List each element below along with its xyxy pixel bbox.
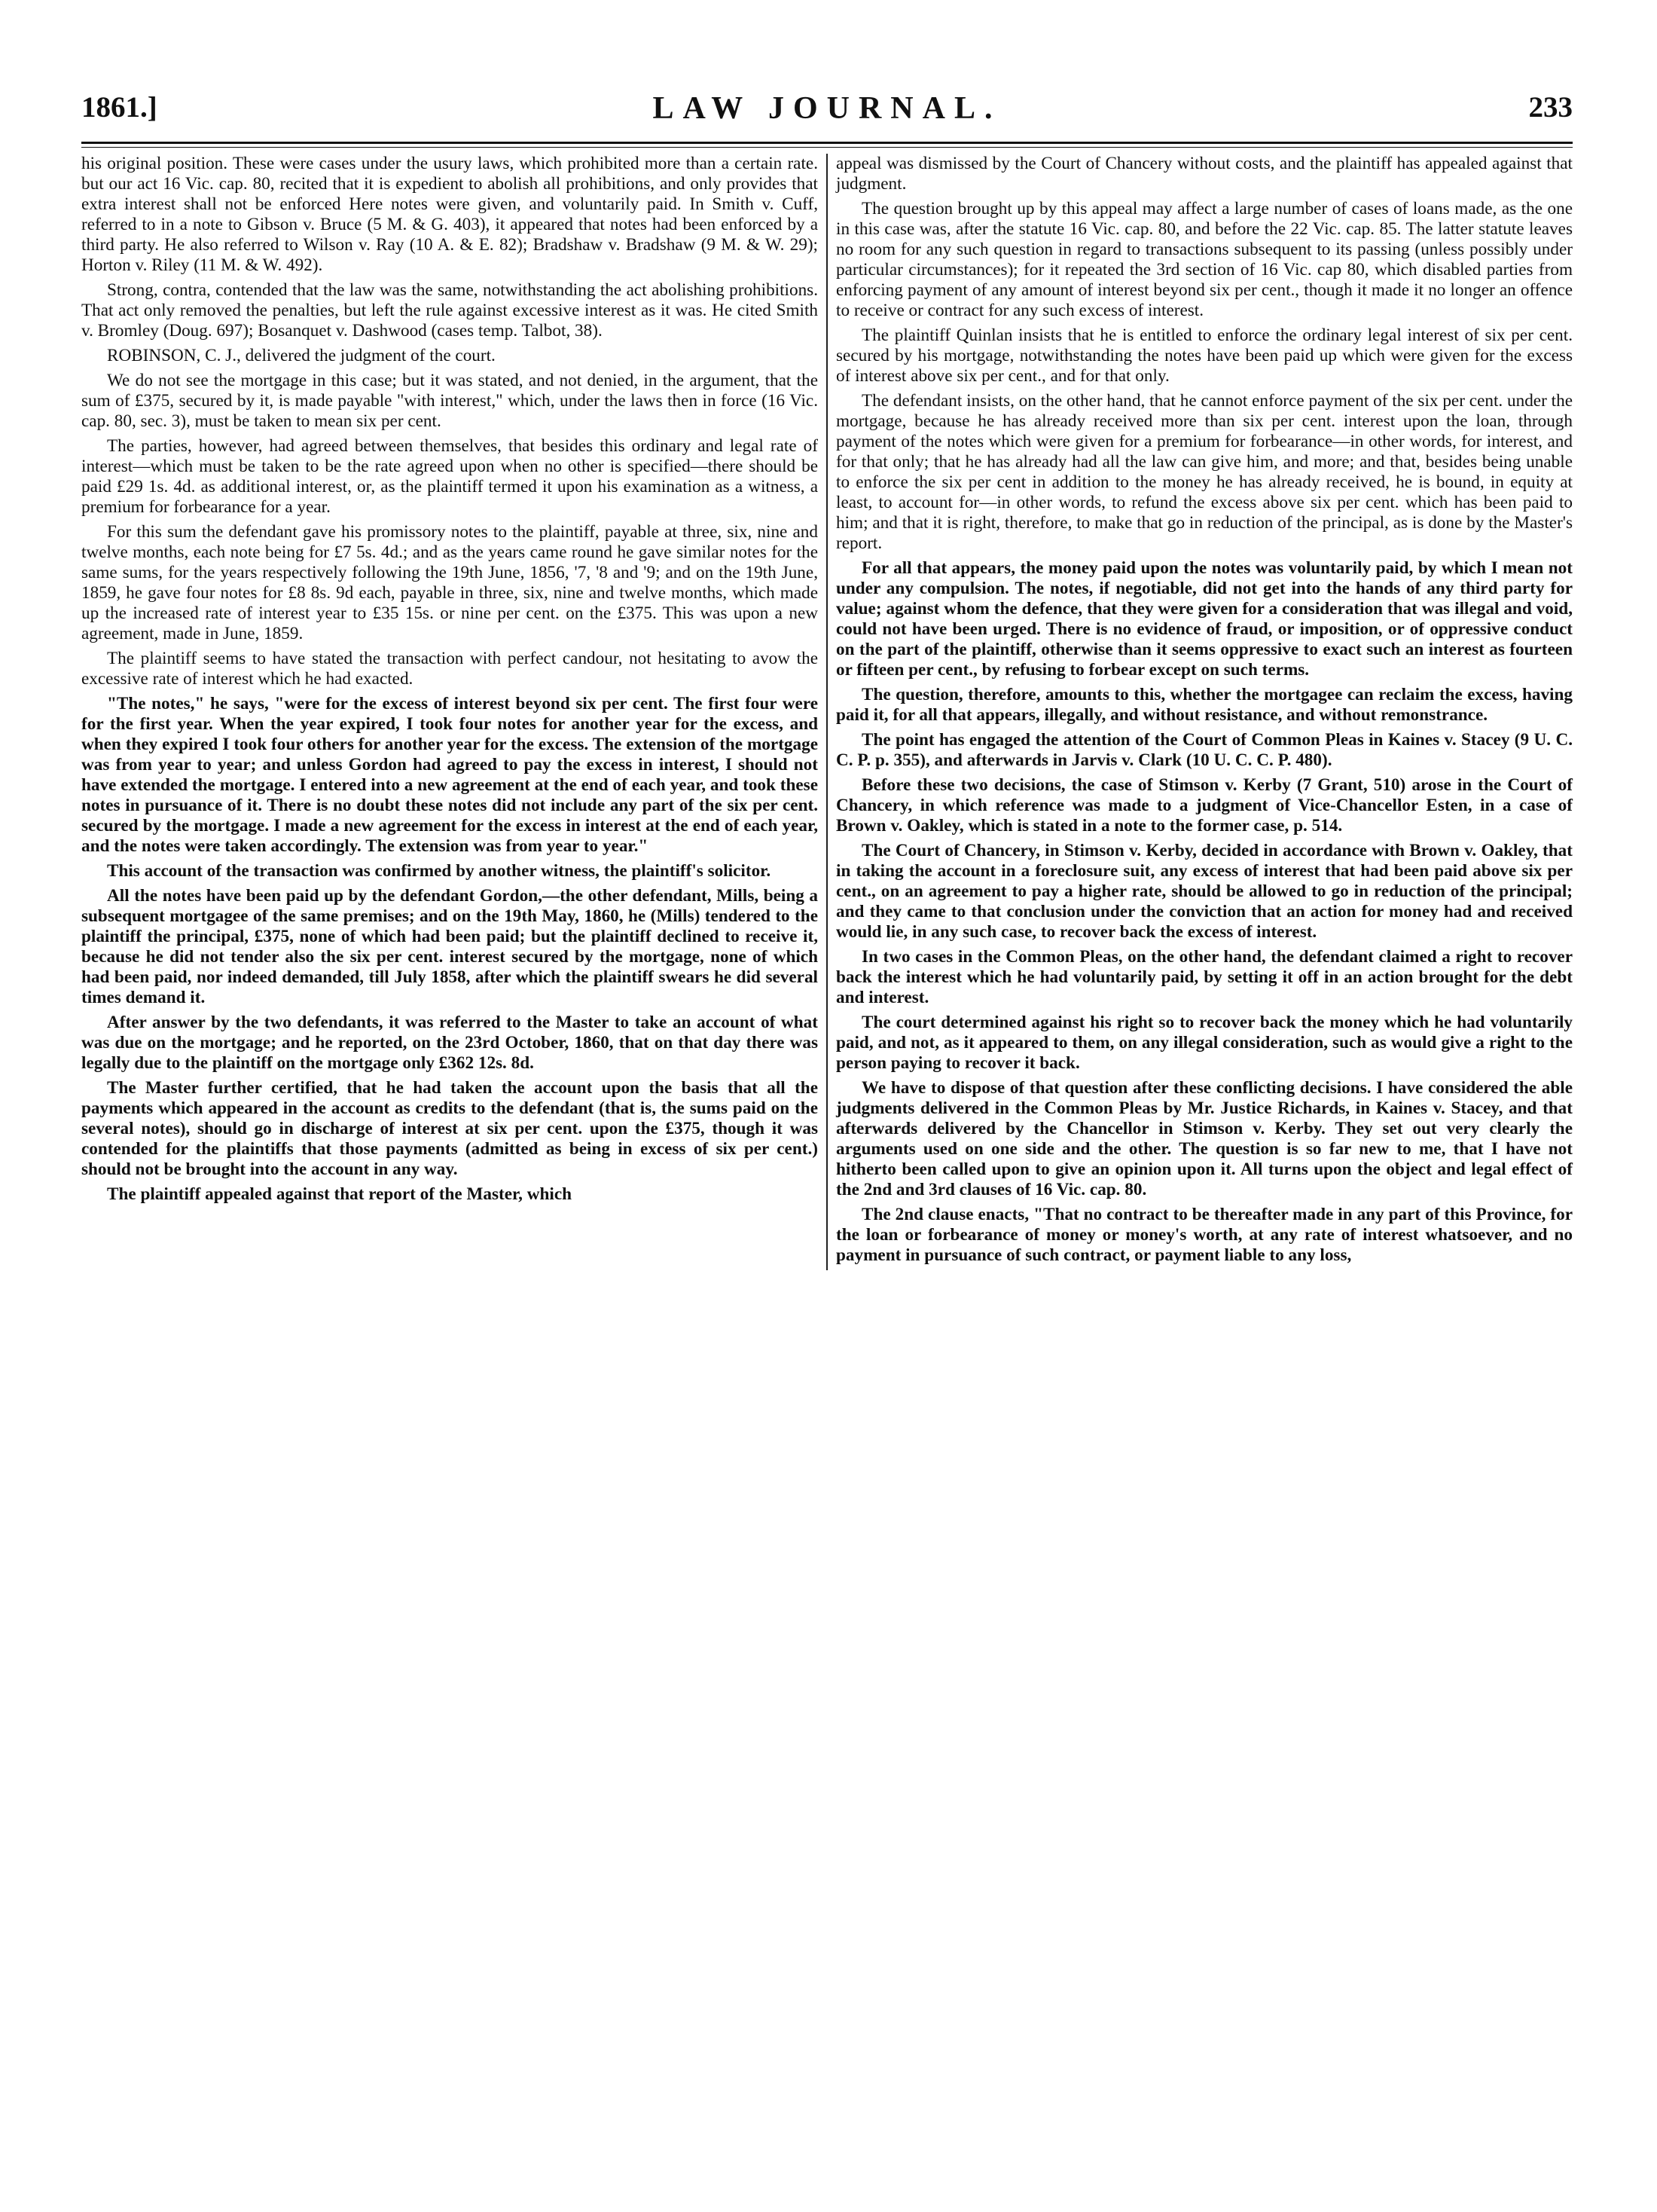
paragraph: The plaintiff seems to have stated the transaction with perfect candour, not hesitating to avow the excessive rate of interest which he had exacted. bbox=[81, 649, 818, 689]
paragraph: In two cases in the Common Pleas, on the other hand, the defendant claimed a right to recover back the interest which he had voluntarily paid, by setting it off in an action brought for the debt and interest. bbox=[836, 947, 1573, 1007]
paragraph: "The notes," he says, "were for the excess of interest beyond six per cent. The first four were for the first year. When the year expired, I took four notes for another year for the excess, and when they expired I took four others for another year for the excess. The extension of the mortgage was from year to year; and unless Gordon had agreed to pay the excess in interest, I should not have extended the mortgage. I entered into a new agreement at the end of each year, and took these notes in pursuance of it. There is no doubt these notes did not include any part of the six per cent. secured by the mortgage. I made a new agreement for the excess in interest at the end of each year, and the notes were taken accordingly. The extension was from year to year." bbox=[81, 694, 818, 856]
paragraph: ROBINSON, C. J., delivered the judgment of the court. bbox=[107, 346, 496, 365]
paragraph: Strong, contra, contended that the law was the same, notwithstanding the act abolishing prohibitions. That act only removed the penalties, but left the rule against excessive interest as it was. He cited Smith v. Bromley (Doug. 697); Bosanquet v. Dashwood (cases temp. Talbot, 38). bbox=[81, 280, 818, 341]
right-column bbox=[836, 154, 1573, 1270]
paragraph: This account of the transaction was confirmed by another witness, the plaintiff's solicitor. bbox=[107, 861, 771, 881]
paragraph: We do not see the mortgage in this case; but it was stated, and not denied, in the argument, that the sum of £375, secured by it, is made payable "with interest," which, under the laws then in force (16 Vic. cap. 80, sec. 3), must be taken to mean six per cent. bbox=[81, 371, 818, 431]
two-column-body bbox=[81, 154, 1573, 1270]
left-column bbox=[81, 154, 818, 1270]
paragraph: his original position. These were cases under the usury laws, which prohibited more than a certain rate. but our act 16 Vic. cap. 80, recited that it is expedient to abolish all prohibitions, and only provides that extra interest shall not be enforced Here notes were given, and voluntarily paid. In Smith v. Cuff, referred to in a note to Gibson v. Bruce (5 M. & G. 403), it appeared that notes had been enforced by a third party. He also referred to Wilson v. Ray (10 A. & E. 82); Bradshaw v. Bradshaw (9 M. & W. 29); Horton v. Riley (11 M. & W. 492). bbox=[81, 154, 818, 275]
paragraph: We have to dispose of that question after these conflicting decisions. I have considered the able judgments delivered in the Common Pleas by Mr. Justice Richards, in Kaines v. Stacey, and that afterwards delivered by the Chancellor in Stimson v. Kerby. They set out very clearly the arguments used on one side and the other. The question is so far new to me, that I have not hitherto been called upon to give an opinion upon it. All turns upon the object and legal effect of the 2nd and 3rd clauses of 16 Vic. cap. 80. bbox=[836, 1078, 1573, 1199]
paragraph: The parties, however, had agreed between themselves, that besides this ordinary and legal rate of interest—which must be taken to be the rate agreed upon when no other is specified—there should be paid £29 1s. 4d. as additional interest, or, as the plaintiff termed it upon his examination as a witness, a premium for forbearance for a year. bbox=[81, 436, 818, 517]
column-divider bbox=[826, 154, 828, 1270]
page-number: 233 bbox=[1528, 91, 1573, 124]
paragraph: The plaintiff Quinlan insists that he is entitled to enforce the ordinary legal interest of six per cent. secured by his mortgage, notwithstanding the notes have been paid up which were given for the excess of interest above six per cent., and for that only. bbox=[836, 325, 1573, 386]
paragraph: The question, therefore, amounts to this, whether the mortgagee can reclaim the excess, having paid it, for all that appears, illegally, and without resistance, and without remonstrance. bbox=[836, 685, 1573, 725]
paragraph: The 2nd clause enacts, "That no contract to be thereafter made in any part of this Province, for the loan or forbearance of money or money's worth, at any rate of interest whatsoever, and no payment in pursuance of such contract, or payment liable to any loss, bbox=[836, 1205, 1573, 1265]
paragraph: The plaintiff appealed against that report of the Master, which bbox=[107, 1184, 572, 1204]
header-rule-thin bbox=[81, 147, 1573, 148]
paragraph: The court determined against his right so to recover back the money which he had voluntarily paid, and not, as it appeared to them, on any illegal consideration, such as would give a right to the person paying to recover it back. bbox=[836, 1013, 1573, 1073]
paragraph: The Master further certified, that he had taken the account upon the basis that all the payments which appeared in the account as credits to the defendant (that is, the sums paid on the several notes), should go in discharge of interest at six per cent. upon the £375, though it was contended for the plaintiffs that those payments (admitted as being in excess of six per cent.) should not be brought into the account in any way. bbox=[81, 1078, 818, 1179]
paragraph: All the notes have been paid up by the defendant Gordon,—the other defendant, Mills, being a subsequent mortgagee of the same premises; and on the 19th May, 1860, he (Mills) tendered to the plaintiff the principal, £375, none of which had been paid; but the plaintiff declined to receive it, because he did not tender also the six per cent. interest secured by the mortgage, none of which had been paid, nor indeed demanded, till July 1858, after which the plaintiff swears he did several times demand it. bbox=[81, 886, 818, 1007]
paragraph: Before these two decisions, the case of Stimson v. Kerby (7 Grant, 510) arose in the Court of Chancery, in which reference was made to a judgment of Vice-Chancellor Esten, in a case of Brown v. Oakley, which is stated in a note to the former case, p. 514. bbox=[836, 775, 1573, 836]
paragraph: For this sum the defendant gave his promissory notes to the plaintiff, payable at three, six, nine and twelve months, each note being for £7 5s. 4d.; and as the years came round he gave similar notes for the same sums, for the years respectively following the 19th June, 1856, '7, '8 and '9; and on the 19th June, 1859, he gave four notes for £8 8s. 9d each, payable in three, six, nine and twelve months, which made up the increased rate of interest year to £35 15s. or nine per cent. on the £375. This was upon a new agreement, made in June, 1859. bbox=[81, 522, 818, 643]
header-rule-thick bbox=[81, 142, 1573, 144]
paragraph: The Court of Chancery, in Stimson v. Kerby, decided in accordance with Brown v. Oakley, that in taking the account in a foreclosure suit, any excess of interest that had been paid above six per cent., on an agreement to pay a higher rate, should be allowed to go in reduction of the principal; and they came to that conclusion under the conviction that an action for money had and received would lie, in any such case, to recover back the excess of interest. bbox=[836, 841, 1573, 942]
paragraph: The point has engaged the attention of the Court of Common Pleas in Kaines v. Stacey (9 U. C. C. P. p. 355), and afterwards in Jarvis v. Clark (10 U. C. C. P. 480). bbox=[836, 730, 1573, 770]
paragraph: appeal was dismissed by the Court of Chancery without costs, and the plaintiff has appealed against that judgment. bbox=[836, 154, 1573, 194]
paragraph: After answer by the two defendants, it was referred to the Master to take an account of what was due on the mortgage; and he reported, on the 23rd October, 1860, that on that day there was legally due to the plaintiff on the mortgage only £362 12s. 8d. bbox=[81, 1013, 818, 1073]
journal-page bbox=[81, 90, 1573, 1270]
paragraph: The defendant insists, on the other hand, that he cannot enforce payment of the six per cent. under the mortgage, because he has already received more than six per cent. interest upon the loan, through payment of the notes which were given for a premium for forbearance—in other words, for interest, and for that only; that he has already had all the law can give him, and more; and that, besides being unable to enforce the six per cent in addition to the money he has already received, he is bound, in equity at least, to account for—in other words, to refund the excess above six per cent. which has been paid to him; and that it is right, therefore, to make that go in reduction of the principal, as is done by the Master's report. bbox=[836, 391, 1573, 553]
journal-title: LAW JOURNAL. bbox=[652, 91, 1002, 126]
header-year: 1861.] bbox=[81, 91, 157, 124]
paragraph: For all that appears, the money paid upon the notes was voluntarily paid, by which I mean not under any compulsion. The notes, if negotiable, did not get into the hands of any third party for value; against whom the defence, that they were given for a consideration that was illegal and void, could not have been urged. There is no evidence of fraud, or imposition, or of oppressive conduct on the part of the plaintiff, otherwise than it seems oppressive to exact such an interest as fourteen or fifteen per cent., by refusing to forbear except on such terms. bbox=[836, 558, 1573, 680]
paragraph: The question brought up by this appeal may affect a large number of cases of loans made, as the one in this case was, after the statute 16 Vic. cap. 80, and before the 22 Vic. cap. 85. The latter statute leaves no room for any such question in regard to transactions subsequent to its passing (unless possibly under particular circumstances); for it repeated the 3rd section of 16 Vic. cap 80, which disabled parties from enforcing payment of any amount of interest beyond six per cent., though it made it no longer an offence to receive or contract for any such excess of interest. bbox=[836, 199, 1573, 320]
running-head bbox=[81, 90, 1573, 136]
